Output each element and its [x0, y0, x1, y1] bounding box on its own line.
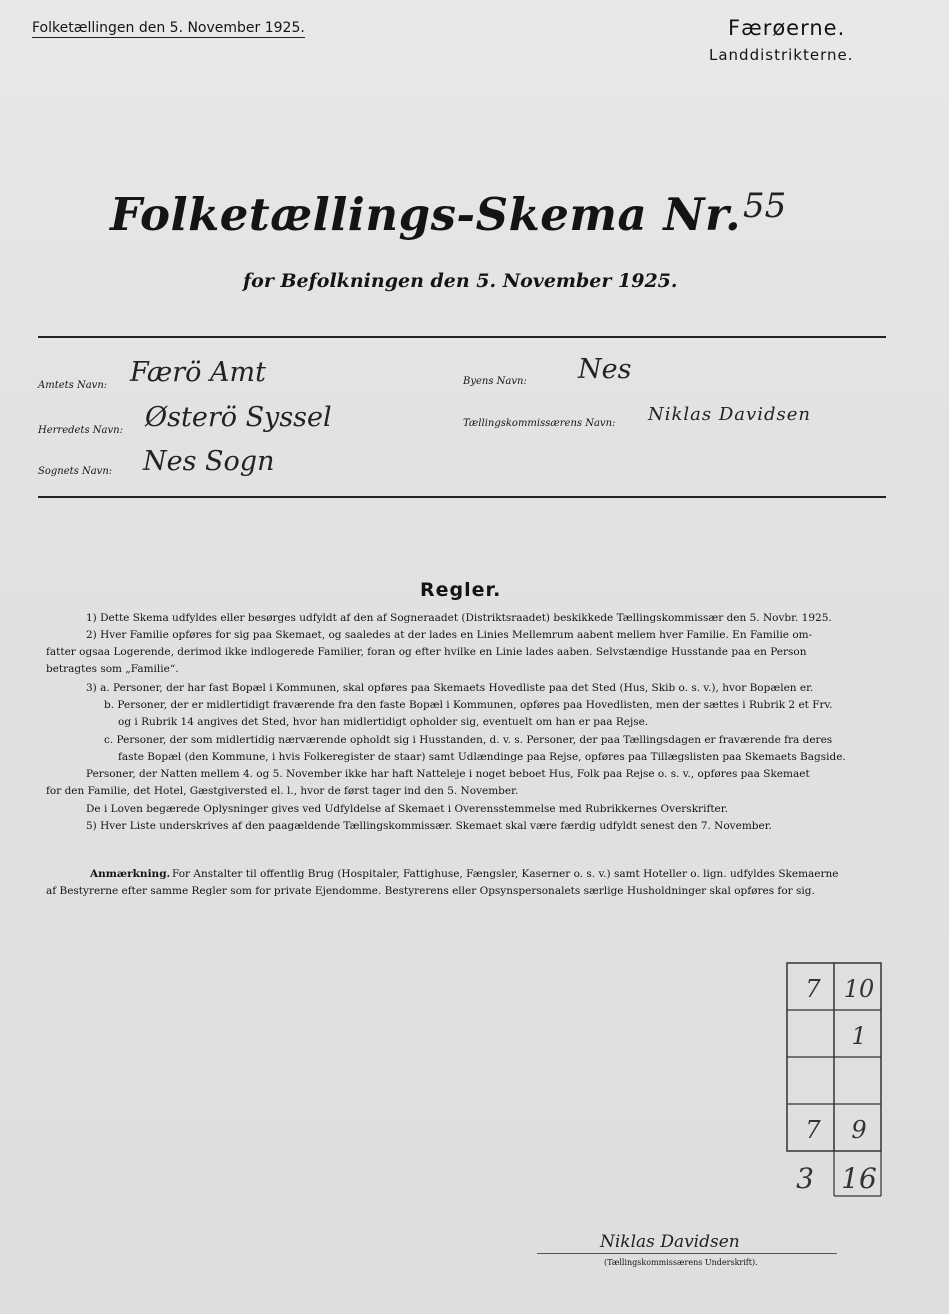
signature-line: [537, 1253, 837, 1254]
rule-line: og i Rubrik 14 angives det Sted, hvor han midlertidigt opholder sig, eventuelt om han er paa Rejse.: [118, 716, 649, 728]
rule-line: for den Familie, det Hotel, Gæstgiversted el. l., hvor de først tager ind den 5. November.: [46, 785, 519, 797]
signature: Niklas Davidsen: [600, 1232, 740, 1252]
herred-label: Herredets Navn:: [38, 425, 123, 436]
by-label: Byens Navn:: [463, 376, 527, 387]
rule-line: betragtes som „Familie“.: [46, 663, 179, 675]
rule-line: b. Personer, der er midlertidigt fraværende fra den faste Bopæl i Kommunen, opføres paa Hovedlisten, men der sættes i Rubrik 2 et Frv.: [104, 699, 833, 711]
district-header: Landdistrikterne.: [709, 46, 854, 64]
sogn-value: Nes Sogn: [143, 446, 275, 477]
note-line: For Anstalter til offentlig Brug (Hospitaler, Fattighuse, Fængsler, Kaserner o. s. v.) samt Hoteller o. lign. udfyldes Skemaerne: [172, 868, 839, 880]
rule-line: 5) Hver Liste underskrives af den paagældende Tællingskommissær. Skemaet skal være færdig udfyldt senest den 7. November.: [86, 820, 772, 832]
kommissaer-value: Niklas Davidsen: [648, 404, 811, 425]
form-subtitle: for Befolkningen den 5. November 1925.: [243, 270, 678, 292]
rule-line: 3) a. Personer, der har fast Bopæl i Kommunen, skal opføres paa Skemaets Hovedliste paa det Sted (Hus, Skib o. s. v.), hvor Bopælen er.: [86, 682, 814, 694]
census-date-header: Folketællingen den 5. November 1925.: [32, 20, 305, 36]
rule-line: 1) Dette Skema udfyldes eller besørges udfyldt af den af Sogneraadet (Distriktsraadet) beskikkede Tællingskommissær den 5. Novbr. 1925.: [86, 612, 832, 624]
herred-value: Østerö Syssel: [145, 402, 332, 433]
kommissaer-label: Tællingskommissærens Navn:: [463, 418, 616, 429]
note-label: Anmærkning.: [90, 868, 171, 880]
by-value: Nes: [578, 354, 632, 385]
top-divider: [38, 336, 886, 338]
sogn-label: Sognets Navn:: [38, 466, 113, 477]
rule-line: De i Loven begærede Oplysninger gives ved Udfyldelse af Skemaet i Overensstemmelse med Rubrikkernes Overskrifter.: [86, 803, 728, 815]
rule-line: c. Personer, der som midlertidig nærværende opholdt sig i Husstanden, d. v. s. Personer, der paa Tællingsdagen er fraværende fra deres: [104, 734, 833, 746]
rule-line: fatter ogsaa Logerende, derimod ikke indlogerede Familier, foran og efter hvilke en Linie lades aaben. Selvstændige Husstande paa en Person: [46, 646, 807, 658]
tally-cell: 7: [805, 975, 821, 1003]
region-header: Færøerne.: [728, 16, 846, 40]
signature-caption: (Tællingskommissærens Underskrift).: [604, 1258, 758, 1267]
tally-cell: 9: [851, 1116, 867, 1144]
amt-value: Færö Amt: [130, 357, 266, 388]
rule-line: faste Bopæl (den Kommune, i hvis Folkeregister de staar) samt Udlændinge paa Rejse, opføres paa Tillægslisten paa Skemaets Bagside.: [118, 751, 846, 763]
form-number: 55: [743, 186, 787, 226]
bottom-divider: [38, 496, 886, 498]
tally-total: 3: [796, 1162, 814, 1195]
rule-line: Personer, der Natten mellem 4. og 5. November ikke har haft Natteleje i noget beboet Hus, Folk paa Rejse o. s. v., opføres paa Skemaet: [86, 768, 810, 780]
tally-cell: 7: [805, 1116, 821, 1144]
tally-cell: 10: [843, 975, 875, 1003]
rule-line: 2) Hver Familie opføres for sig paa Skemaet, og saaledes at der lades en Linies Mellemrum aabent mellem hver Familie. En Familie om-: [86, 629, 813, 641]
form-title: Folketællings-Skema Nr.: [110, 188, 742, 241]
tally-cell: 1: [851, 1022, 867, 1050]
tally-total: 16: [841, 1162, 877, 1195]
amt-label: Amtets Navn:: [38, 380, 108, 391]
rules-heading: Regler.: [420, 579, 502, 601]
note-line: af Bestyrerne efter samme Regler som for private Ejendomme. Bestyrerens eller Opsynspersonalets særlige Husholdninger skal opføres for sig.: [46, 885, 815, 897]
